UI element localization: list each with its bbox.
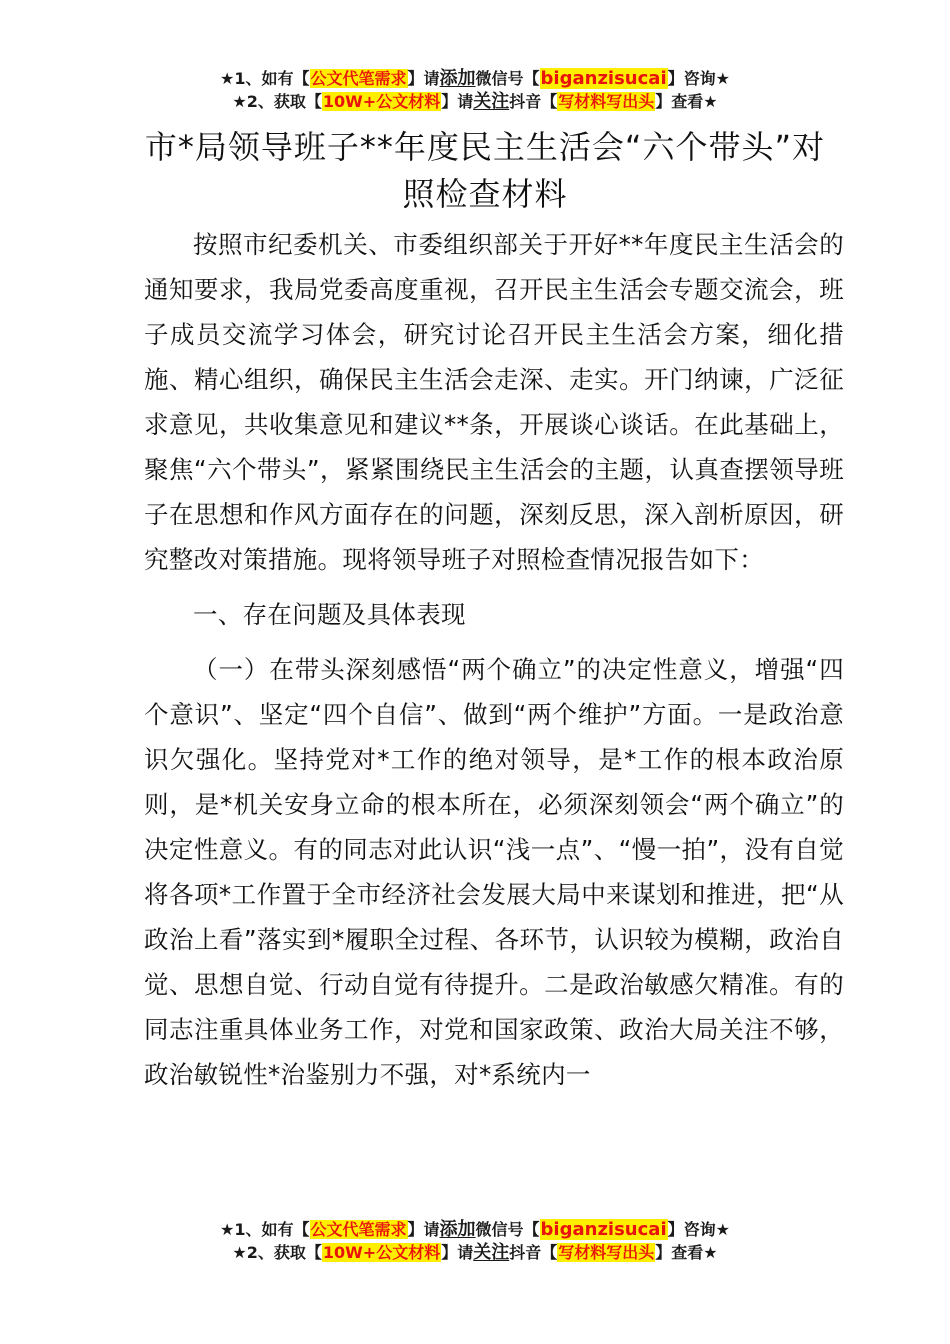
promo-banner-top — [0, 67, 950, 113]
promo-text: 2、获取【 — [246, 92, 322, 111]
promo-text: 】查看★ — [655, 92, 718, 111]
promo-underline-add: 添加 — [439, 1219, 476, 1240]
document-title: 市*局领导班子**年度民主生活会“六个带头”对照检查材料 — [144, 128, 826, 213]
star-icon: ★ — [232, 92, 247, 111]
promo-highlight-douyin: 写材料写出头 — [558, 92, 655, 111]
promo-text: 】咨询★ — [667, 69, 730, 88]
promo-highlight-wechat-id: biganzisucai — [540, 1219, 667, 1240]
promo-text: 1、如有【 — [234, 69, 310, 88]
promo-underline-follow: 关注 — [473, 1242, 510, 1263]
promo-highlight-service: 公文代笔需求 — [310, 69, 407, 88]
promo-text: 】请 — [441, 92, 474, 111]
promo-text: 微信号【 — [475, 69, 540, 88]
promo-underline-add: 添加 — [439, 68, 476, 89]
promo-text: 抖音【 — [509, 92, 558, 111]
promo-line-1 — [0, 1218, 950, 1241]
promo-line-2 — [0, 90, 950, 113]
promo-highlight-wechat-id: biganzisucai — [540, 68, 667, 89]
document-body — [144, 222, 844, 1097]
promo-underline-follow: 关注 — [473, 91, 510, 112]
promo-highlight-materials: 10W+公文材料 — [322, 1243, 441, 1262]
section-heading: 一、存在问题及具体表现 — [193, 600, 466, 629]
promo-line-1 — [0, 67, 950, 90]
promo-text: 】查看★ — [655, 1243, 718, 1262]
promo-text: 】请 — [441, 1243, 474, 1262]
star-icon: ★ — [232, 1243, 247, 1262]
promo-text: 抖音【 — [509, 1243, 558, 1262]
promo-highlight-service: 公文代笔需求 — [310, 1220, 407, 1239]
star-icon: ★ — [220, 69, 235, 88]
promo-text: 】请 — [407, 1220, 440, 1239]
promo-highlight-materials: 10W+公文材料 — [322, 92, 441, 111]
promo-text: 】请 — [407, 69, 440, 88]
star-icon: ★ — [220, 1220, 235, 1239]
promo-text: 1、如有【 — [234, 1220, 310, 1239]
body-paragraph: （一）在带头深刻感悟“两个确立”的决定性意义，增强“四个意识”、坚定“四个自信”、做到“两个维护”方面。一是政治意识欠强化。坚持党对*工作的绝对领导，是*工作的根本政治原则，是*机关安身立命的根本所在，必须深刻领会“两个确立”的决定性意义。有的同志对此认识“浅一点”、“慢一拍”，没有自觉将各项*工作置于全市经济社会发展大局中来谋划和推进，把“从政治上看”落实到*履职全过程、各环节，认识较为模糊，政治自觉、思想自觉、行动自觉有待提升。二是政治敏感欠精准。有的同志注重具体业务工作，对党和国家政策、政治大局关注不够，政治敏锐性*治鉴别力不强，对*系统内一 — [144, 655, 844, 1089]
promo-line-2 — [0, 1241, 950, 1264]
intro-paragraph: 按照市纪委机关、市委组织部关于开好**年度民主生活会的通知要求，我局党委高度重视，召开民主生活会专题交流会，班子成员交流学习体会，研究讨论召开民主生活会方案，细化措施、精心组织，确保民主生活会走深、走实。开门纳谏，广泛征求意见，共收集意见和建议**条，开展谈心谈话。在此基础上，聚焦“六个带头”，紧紧围绕民主生活会的主题，认真查摆领导班子在思想和作风方面存在的问题，深刻反思，深入剖析原因，研究整改对策措施。现将领导班子对照检查情况报告如下： — [144, 230, 844, 574]
promo-text: 2、获取【 — [246, 1243, 322, 1262]
promo-highlight-douyin: 写材料写出头 — [558, 1243, 655, 1262]
promo-text: 微信号【 — [475, 1220, 540, 1239]
promo-banner-bottom — [0, 1218, 950, 1264]
promo-text: 】咨询★ — [667, 1220, 730, 1239]
